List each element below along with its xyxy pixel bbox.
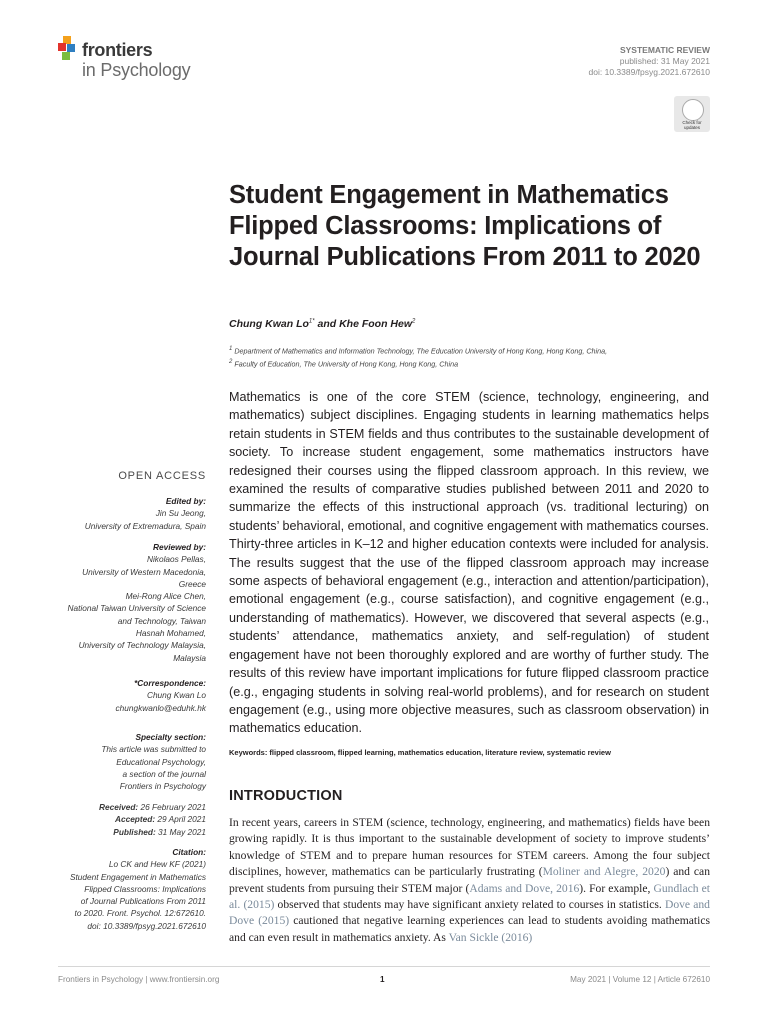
- body-text: ) and can prevent students from pursuing their STEM major (: [229, 865, 710, 895]
- affiliation-marker: 2: [412, 318, 416, 325]
- page-number: 1: [380, 975, 385, 984]
- reviewed-by: [67, 541, 206, 664]
- citation-link[interactable]: Van Sickle (2016): [448, 930, 533, 944]
- open-access-label: OPEN ACCESS: [118, 470, 206, 482]
- citation-line: Student Engagement in Mathematics: [69, 871, 206, 882]
- author-name[interactable]: Chung Kwan Lo: [229, 318, 309, 330]
- edited-by-label: Edited by:: [165, 496, 206, 506]
- date-label: Accepted:: [114, 814, 156, 825]
- footer-issue-info: May 2021 | Volume 12 | Article 672610: [570, 975, 710, 984]
- check-for-updates-button[interactable]: [674, 96, 710, 132]
- article-meta: [589, 45, 710, 78]
- citation-block: [70, 846, 206, 932]
- bookmark-icon: [682, 99, 704, 121]
- received-date: [99, 801, 206, 813]
- citation-line: Flipped Classrooms: Implications: [84, 883, 206, 894]
- specialty-line: This article was submitted to: [101, 744, 206, 755]
- date-value: 31 May 2021: [155, 826, 206, 837]
- author-list: [229, 318, 415, 330]
- citation-line: of Journal Publications From 2011: [80, 896, 206, 907]
- citation-link[interactable]: Dove and Dove (2015): [229, 898, 710, 928]
- citation-link[interactable]: Moliner and Alegre, 2020: [542, 865, 666, 879]
- journal-brand: frontiers: [82, 40, 153, 60]
- footer-divider: [58, 966, 710, 967]
- edited-by: [85, 495, 206, 532]
- section-heading: INTRODUCTION: [229, 788, 343, 804]
- keywords: [229, 748, 709, 757]
- reviewer-line: University of Western Macedonia,: [82, 566, 206, 577]
- affiliation-text: Department of Mathematics and Information Technology, The Education University of Hong Kong, Hong Kong, China,: [234, 346, 608, 356]
- doi-link[interactable]: doi: 10.3389/fpsyg.2021.672610: [588, 67, 710, 77]
- reviewer-line: and Technology, Taiwan: [117, 615, 206, 626]
- editor-affiliation: University of Extremadura, Spain: [84, 520, 206, 531]
- reviewer-line: Mei-Rong Alice Chen,: [125, 591, 206, 602]
- body-text: ). For example,: [579, 881, 654, 895]
- citation-link[interactable]: Adams and Dove, 2016: [469, 881, 580, 895]
- citation-line: Lo CK and Hew KF (2021): [108, 859, 206, 870]
- affiliation: [229, 346, 607, 355]
- correspondence-label: *Correspondence:: [134, 678, 206, 688]
- abstract: Mathematics is one of the core STEM (science, technology, engineering, and mathematics) subject disciplines. Engaging students in learning mathematics helps retain students in STEM fields and thus contributes to the sustainable development of society. To increase student engagement, some mathematics instructors have redesigned their courses using the flipped classroom approach. In this review, we examined the results of comparative studies published between 2011 and 2020 to summarize the effects of this instructional approach (vs. traditional lecturing) on students’ behavioral, emotional, and cognitive engagement with mathematics courses. Thirty-three articles in K–12 and higher education contexts were included for analysis. The results suggest that the use of the flipped classroom approach may increase some aspects of behavioral engagement (e.g., interaction and attention/participation), emotional engagement (e.g., course satisfaction), and cognitive engagement (e.g., understanding of mathematics). However, we discovered that several aspects (e.g., students’ attendance, mathematics anxiety, and self-regulation) of student engagement have not been thoroughly explored and are worthy of further study. The results of this review have important implications for future flipped classroom practice (e.g., engaging students in solving real-world problems), and for research on student engagement (e.g., using more objective measures, such as classroom observation) in mathematics education.: [229, 390, 709, 736]
- published-date: published: 31 May 2021: [619, 56, 710, 66]
- reviewer-line: National Taiwan University of Science: [67, 603, 206, 614]
- date-label: Received:: [98, 802, 139, 812]
- reviewer-line: Greece: [178, 578, 206, 589]
- reviewer-line: University of Technology Malaysia,: [78, 640, 206, 651]
- body-text: cautioned that negative learning experiences can lead to students avoiding mathematics and can even result in mathematics anxiety. As: [229, 914, 711, 944]
- reviewer-line: Nikolaos Pellas,: [146, 554, 206, 565]
- affiliation-text: Faculty of Education, The University of Hong Kong, Hong Kong, China: [234, 359, 459, 369]
- introduction-text: [229, 815, 710, 946]
- keywords-label: Keywords:: [229, 748, 268, 757]
- footer-journal-link[interactable]: Frontiers in Psychology | www.frontiersin.org: [58, 975, 220, 984]
- citation-line: to 2020. Front. Psychol. 12:672610.: [74, 908, 206, 919]
- citation-label: Citation:: [172, 847, 206, 857]
- author-conjunction: and: [314, 318, 340, 330]
- body-text: observed that students may have significant anxiety related to courses in statistics.: [274, 898, 665, 912]
- specialty-line: Educational Psychology,: [116, 756, 206, 767]
- affiliation: [229, 359, 458, 368]
- body-text: In recent years, careers in STEM (science, technology, engineering, and mathematics) fields have been growing rapidly. It is thus important to the sustainable development of society to improve students’ knowledge of STEM and to prepare human resources for STEM careers. Among the four subject disciplines, however, mathematics can be particularly frustrating (: [229, 816, 710, 879]
- author-name[interactable]: Khe Foon Hew: [339, 318, 413, 330]
- specialty-line: Frontiers in Psychology: [119, 781, 206, 792]
- correspondence-name: Chung Kwan Lo: [146, 690, 206, 701]
- correspondence: [115, 677, 206, 714]
- article-dates: [99, 801, 206, 838]
- frontiers-logo-icon: [58, 36, 80, 62]
- specialty-label: Specialty section:: [135, 732, 206, 742]
- reviewer-line: Malaysia: [173, 652, 206, 663]
- date-value: 26 February 2021: [138, 802, 206, 812]
- affiliation-marker: 1: [229, 346, 233, 352]
- article-type: SYSTEMATIC REVIEW: [619, 45, 710, 55]
- journal-name: in Psychology: [82, 60, 191, 80]
- date-value: 29 April 2021: [155, 814, 206, 825]
- published-date-side: [99, 826, 206, 838]
- reviewer-line: Hasnah Mohamed,: [135, 628, 206, 639]
- specialty-section: [101, 731, 206, 792]
- reviewed-by-label: Reviewed by:: [152, 542, 206, 552]
- accepted-date: [99, 813, 206, 825]
- date-label: Published:: [113, 826, 156, 837]
- check-updates-label: Check for updates: [682, 120, 702, 130]
- citation-line: doi: 10.3389/fpsyg.2021.672610: [87, 920, 206, 931]
- article-title: Student Engagement in Mathematics Flipped Classrooms: Implications of Journal Publications From 2011 to 2020: [229, 181, 701, 271]
- correspondence-email[interactable]: chungkwanlo@eduhk.hk: [115, 702, 206, 713]
- affiliation-marker: 2: [229, 359, 233, 365]
- editor-name: Jin Su Jeong,: [155, 508, 206, 519]
- citation-link[interactable]: Gundlach et al. (2015): [229, 881, 710, 912]
- keywords-text: flipped classroom, flipped learning, mathematics education, literature review, systematic review: [267, 748, 611, 757]
- specialty-line: a section of the journal: [122, 768, 206, 779]
- journal-logo[interactable]: [58, 36, 208, 82]
- affiliation-marker: 1*: [308, 318, 315, 325]
